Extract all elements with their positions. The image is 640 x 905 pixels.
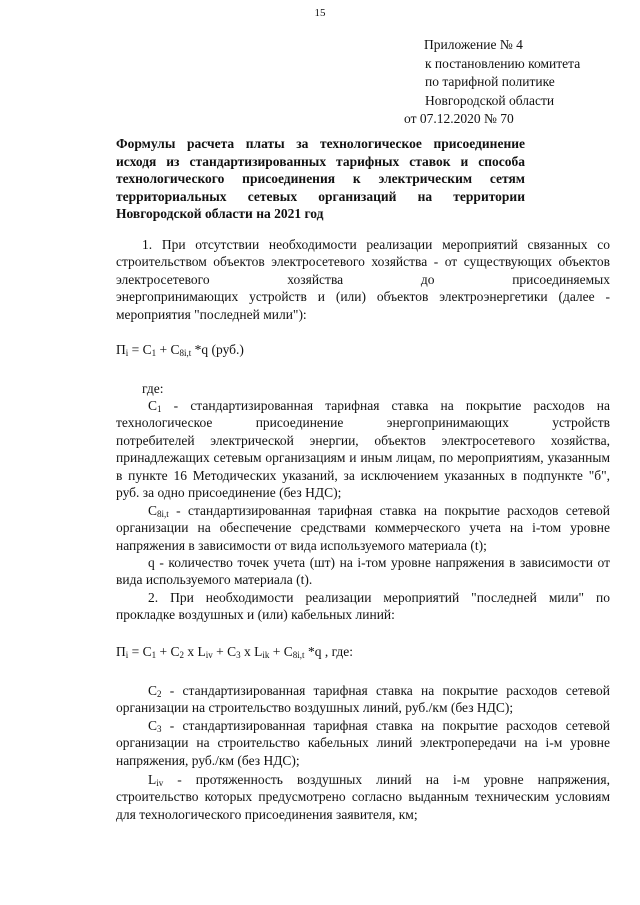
definition-subscript: 3 [157,724,162,734]
formula-part: + С [156,342,180,357]
definition-text: - стандартизированная тарифная ставка на покрытие расходов сетевой организации на строительство кабельных линий электропередачи на i-м уровне напряжения, руб./км (без НДС); [116,718,610,768]
definition-c2-text [116,682,610,717]
formula-part: *q (руб.) [191,342,244,357]
item-1-text-a: 1. При отсутствии необходимости реализации мероприятий связанных со строительством объектов электросетевого хозяйства - от существующих объектов электросетевого хозяйства до присоединяемых [116,237,610,287]
where-label: где: [142,381,164,396]
definition-text: - стандартизированная тарифная ставка на покрытие расходов на технологическое присоединение энергопринимающих устройств [116,398,610,431]
definition-symbol: С [148,718,158,733]
formula-subscript: 1 [151,650,157,660]
formula-2 [116,644,353,660]
annex-header [404,36,580,129]
definition-subscript: 8i,t [157,509,169,519]
definition-c3 [116,717,610,769]
annex-line: к постановлению комитета [425,55,581,71]
page-number: 15 [314,7,326,19]
where-1 [116,380,610,397]
formula-part: + С [156,644,180,659]
formula-symbol: П [116,342,126,357]
definition-q [116,554,610,589]
formula-part: x L [240,644,263,659]
formula-part: + С [212,644,237,659]
definition-subscript: 1 [157,404,162,414]
definition-text: - протяженность воздушных линий на i-м уровне напряжения, строительство которых предусмотрено согласно выданным техническим условиям для технологического присоединения заявителя, км; [116,772,610,822]
formula-symbol: П [116,644,126,659]
definition-c1-text-a [116,397,610,432]
formula-subscript: 8i,t [292,650,305,660]
definition-c1-text-b: потребителей электрической энергии, объектов электросетевого хозяйства, принадлежащих сетевым организациям и иным лицам, по мероприятиям, указанным в пункте 16 Методических указаний, за исключением указанных в подпункте "б", руб. за одно присоединение (без НДС); [116,432,610,501]
definition-symbol: С [148,503,158,518]
definition-text: - стандартизированная тарифная ставка на покрытие расходов сетевой организации на строительство воздушных линий, руб./км (без НДС); [116,683,610,716]
definition-c1 [116,397,610,501]
definition-symbol: L [148,772,157,787]
formula-subscript: iv [205,650,213,660]
annex-line: от 07.12.2020 № 70 [404,111,514,126]
item-2-text: 2. При необходимости реализации мероприятий "последней мили" по прокладке воздушных и (или) кабельных линий: [116,590,610,623]
formula-part: x L [184,644,206,659]
definition-subscript: 2 [157,689,162,699]
definition-c8-text [116,502,610,554]
formula-part: + С [269,644,293,659]
definition-symbol: С [148,398,158,413]
formula-part: = С [128,644,152,659]
formula-subscript: 2 [179,650,185,660]
formula-subscript: 8i,t [179,348,192,358]
paragraph-item-1 [116,236,610,323]
annex-line: Новгородской области [425,92,555,108]
formula-part: *q , где: [304,644,354,659]
definition-c2 [116,682,610,717]
annex-line: Приложение № 4 [424,37,523,52]
definition-q-text: q - количество точек учета (шт) на i-том уровне напряжения в зависимости от вида используемого материала (t). [116,555,610,588]
paragraph-item-2 [116,589,610,624]
formula-subscript: i [125,650,129,660]
annex-line: по тарифной политике [425,74,555,89]
document-title: Формулы расчета платы за технологическое присоединение исходя из стандартизированных тарифных ставок и способа технологического присоединения к электрическим сетям территориальных сетевых организаций на территории Новгородской области на 2021 год [116,136,525,221]
definition-c8 [116,502,610,554]
formula-subscript: 1 [151,348,157,358]
definition-symbol: С [148,683,158,698]
definition-text: - стандартизированная тарифная ставка на покрытие расходов сетевой организации на обеспечение средствами коммерческого учета на i-том уровне напряжения в зависимости от вида используемого материала (t); [116,503,610,553]
formula-subscript: 3 [236,650,241,660]
definition-liv-text [116,771,610,823]
definition-subscript: iv [156,778,164,788]
definition-c3-text [116,717,610,769]
definition-liv [116,771,610,823]
formula-1 [116,342,244,358]
formula-part: = С [128,342,152,357]
formula-subscript: i [125,348,129,358]
formula-subscript: ik [262,650,270,660]
item-1-text-b: энергопринимающих устройств и (или) объектов электроэнергетики (далее - мероприятия "последней мили"): [116,289,610,322]
